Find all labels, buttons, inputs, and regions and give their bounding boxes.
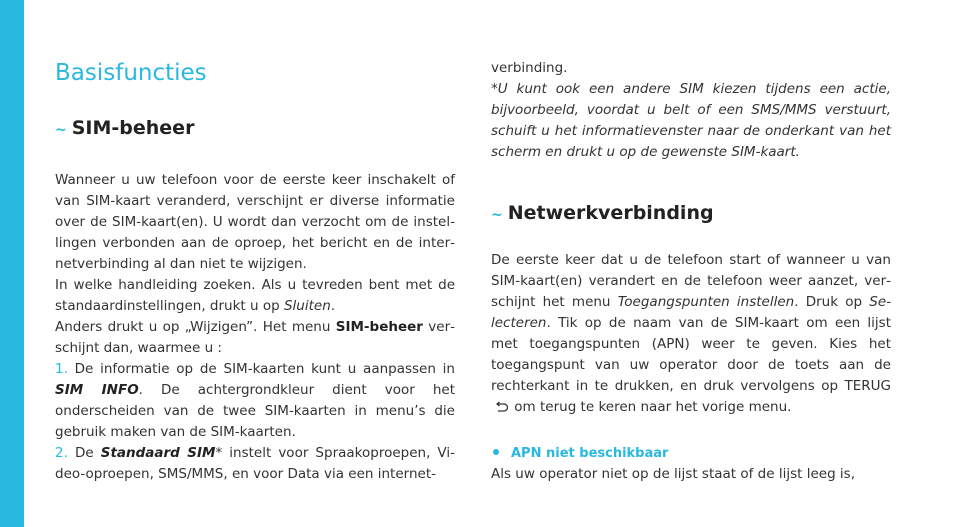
tilde-marker: ~ xyxy=(491,207,503,223)
net-section-heading xyxy=(491,200,891,228)
net-text-b: . Druk op xyxy=(794,294,870,310)
sim-info-label: SIM INFO xyxy=(55,382,139,398)
continuation-text: verbinding. xyxy=(491,60,568,76)
item-2-text-b: * instelt voor Spraakoproepen, Video-oproepen, SMS/MMS, en voor Data via een internet- xyxy=(55,445,455,482)
sim-item-1 xyxy=(55,359,455,443)
sluiten-label: Sluiten xyxy=(283,298,331,314)
left-column xyxy=(55,58,455,485)
apn-bullet xyxy=(491,443,891,464)
apn-bullet-label: APN niet beschikbaar xyxy=(511,446,669,461)
sim-menu-text-a: Anders drukt u op „Wijzigen”. Het menu xyxy=(55,319,336,335)
sim-section-heading xyxy=(55,115,455,143)
sim-intro-paragraph: Wanneer u uw telefoon voor de eerste keer inschakelt of van SIM-kaart veranderd, verschijnt er diverse informatie over de SIM-kaart(en). U wordt dan verzocht om de instellingen verbonden aan de oproep, het bericht en de internetverbinding al dan niet te wijzigen. xyxy=(55,172,455,272)
page-title: Basisfuncties xyxy=(55,60,207,86)
right-column xyxy=(491,58,891,485)
sim-manual-paragraph xyxy=(55,275,455,317)
sim-manual-text: In welke handleiding zoeken. Als u tevreden bent met de standaardinstellingen, drukt u op xyxy=(55,277,455,314)
selecteren-label: Selecteren xyxy=(491,294,891,331)
back-arrow-icon xyxy=(494,400,508,421)
item-1-number: 1. xyxy=(55,361,68,377)
bullet-dot-icon xyxy=(493,449,499,455)
item-2-text-a: De xyxy=(67,445,101,461)
net-paragraph xyxy=(491,250,891,421)
sim-note: *U kunt ook een andere SIM kiezen tijdens een actie, bijvoorbeeld, voordat u belt of een SMS/MMS verstuurt, schuift u het informatievenster naar de onderkant van het scherm en drukt u op de gewenste SIM-kaart. xyxy=(491,81,891,160)
item-2-number: 2. xyxy=(55,445,68,461)
apn-paragraph: Als uw operator niet op de lijst staat of de lijst leeg is, xyxy=(491,466,855,482)
sim-menu-paragraph xyxy=(55,317,455,359)
accent-sidebar xyxy=(0,0,24,527)
item-1-text-b: . De achtergrondkleur dient voor het onderscheiden van de twee SIM-kaarten in menu’s die gebruik maken van de SIM-kaarten. xyxy=(55,382,455,440)
sim-beheer-label: SIM-beheer xyxy=(335,319,423,335)
net-text-a: De eerste keer dat u de telefoon start of wanneer u van SIM-kaart(en) verandert en de telefoon weer aanzet, verschijnt het menu xyxy=(491,252,891,310)
net-text-d: om terug te keren naar het vorige menu. xyxy=(510,399,792,415)
standaard-sim-label: Standaard SIM xyxy=(100,445,216,461)
net-text-c: . Tik op de naam van de SIM-kaart om een lijst met toegangspunten (APN) weer te geven. Kies het toegangspunt van uw operator door de toets aan de rechterkant in te drukken, en druk vervolgens op TERUG xyxy=(491,315,891,394)
sim-menu-text-b: verschijnt dan, waarmee u : xyxy=(55,319,455,356)
toegangspunten-label: Toegangspunten instellen xyxy=(617,294,795,310)
sim-item-2 xyxy=(55,443,455,485)
item-1-text-a: De informatie op de SIM-kaarten kunt u aanpassen in xyxy=(67,361,455,377)
sim-section-title: SIM-beheer xyxy=(71,117,195,139)
net-section-title: Netwerkverbinding xyxy=(507,202,714,224)
tilde-marker: ~ xyxy=(55,122,67,138)
sim-manual-end: . xyxy=(330,298,336,314)
